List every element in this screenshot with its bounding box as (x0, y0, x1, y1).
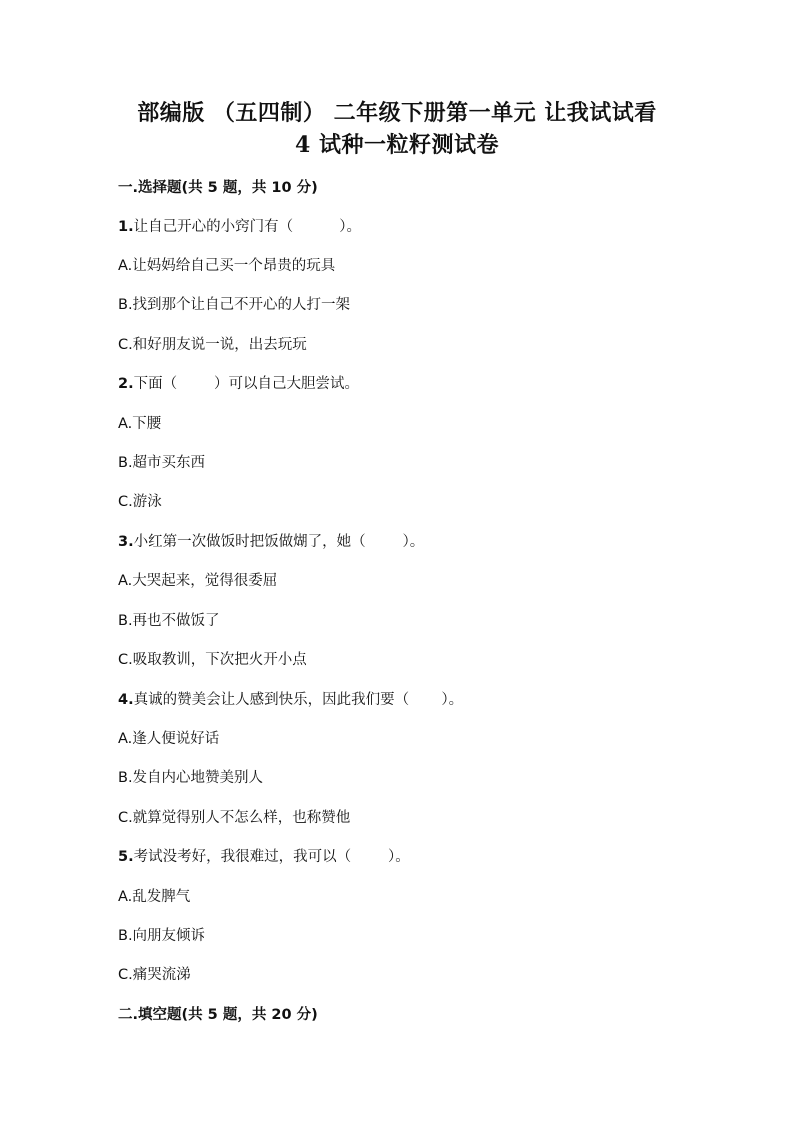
option-2c: C.游泳 (118, 494, 162, 510)
option-3b: B.再也不做饭了 (118, 613, 220, 629)
question-text: 下面（ ）可以自己大胆尝试。 (133, 376, 359, 392)
question-number: 4. (118, 692, 134, 708)
question-number: 2. (118, 376, 134, 392)
option-3c: C.吸取教训，下次把火开小点 (118, 652, 307, 668)
option-1c: C.和好朋友说一说，出去玩玩 (118, 337, 307, 353)
option-2a: A.下腰 (118, 416, 162, 432)
option-4b: B.发自内心地赞美别人 (118, 770, 264, 786)
page-subtitle: 4 试种一粒籽测试卷 (295, 132, 499, 158)
question-5 (118, 847, 410, 867)
option-4a: A.逢人便说好话 (118, 731, 220, 747)
option-5c: C.痛哭流涕 (118, 967, 191, 983)
question-text: 考试没考好，我很难过，我可以（ ）。 (133, 849, 410, 865)
option-5a: A.乱发脾气 (118, 889, 191, 905)
option-5b: B.向朋友倾诉 (118, 928, 206, 944)
question-text: 真诚的赞美会让人感到快乐，因此我们要（ ）。 (133, 692, 464, 708)
option-4c: C.就算觉得别人不怎么样，也称赞他 (118, 810, 351, 826)
question-3 (118, 532, 424, 552)
question-number: 1. (118, 219, 134, 235)
question-number: 5. (118, 849, 134, 865)
question-number: 3. (118, 534, 134, 550)
option-1a: A.让妈妈给自己买一个昂贵的玩具 (118, 258, 336, 274)
option-3a: A.大哭起来，觉得很委屈 (118, 573, 278, 589)
question-2 (118, 374, 359, 394)
section-heading-fill-blank: 二.填空题(共 5 题，共 20 分) (118, 1007, 318, 1023)
page-title: 部编版 （五四制） 二年级下册第一单元 让我试试看 (137, 100, 657, 126)
section-heading-choice: 一.选择题(共 5 题，共 10 分) (118, 180, 318, 196)
option-2b: B.超市买东西 (118, 455, 206, 471)
question-1 (118, 217, 361, 237)
question-text: 让自己开心的小窍门有（ ）。 (133, 219, 361, 235)
question-4 (118, 690, 463, 710)
option-1b: B.找到那个让自己不开心的人打一架 (118, 297, 351, 313)
question-text: 小红第一次做饭时把饭做煳了，她（ ）。 (133, 534, 425, 550)
